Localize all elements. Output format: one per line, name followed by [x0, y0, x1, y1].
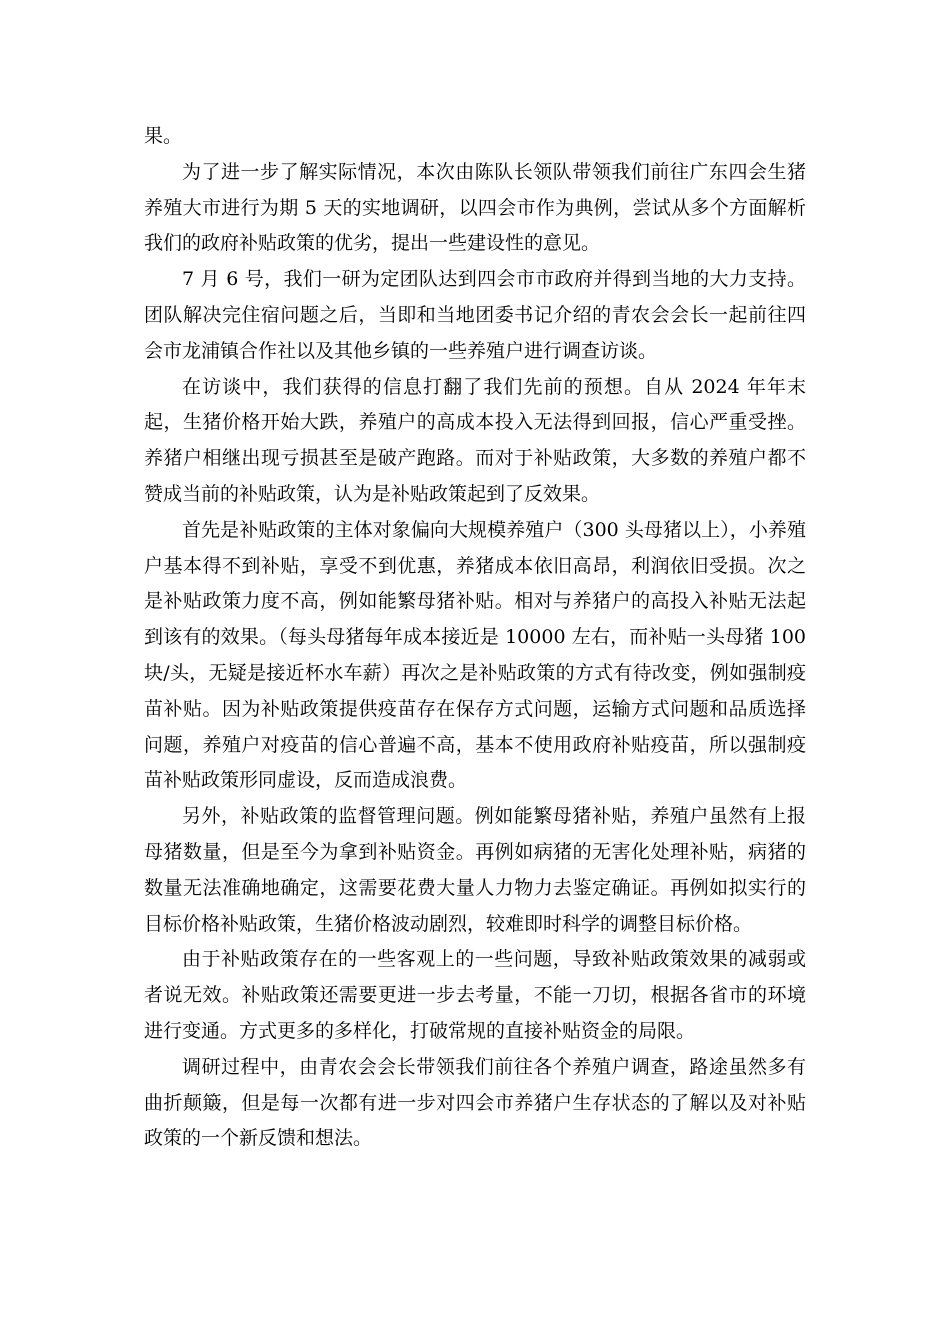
paragraph-conclusion: 由于补贴政策存在的一些客观上的一些问题，导致补贴政策效果的减弱或者说无效。补贴政策还需要更进一步去考量，不能一刀切，根据各省市的环境进行变通。方式更多的多样化，打破常规的直接补贴资金的局限。 — [144, 948, 806, 1042]
paragraph-supervision-issues: 另外，补贴政策的监督管理问题。例如能繁母猪补贴，养殖户虽然有上报母猪数量，但是至今为拿到补贴资金。再例如病猪的无害化处理补贴，病猪的数量无法准确地确定，这需要花费大量人力物力去鉴定确证。再例如拟实行的目标价格补贴政策，生猪价格波动剧烈，较难即时科学的调整目标价格。 — [144, 805, 806, 935]
document-body — [144, 119, 806, 1157]
paragraph-research-process: 调研过程中，由青农会会长带领我们前往各个养殖户调查，路途虽然多有曲折颠簸，但是每一次都有进一步对四会市养猪户生存状态的了解以及对补贴政策的一个新反馈和想法。 — [144, 1055, 806, 1150]
paragraph-interview-findings: 在访谈中，我们获得的信息打翻了我们先前的预想。自从 2024 年年末起，生猪价格开始大跌，养殖户的高成本投入无法得到回报，信心严重受挫。养猪户相继出现亏损甚至是破产跑路。而对于补贴政策，大多数的养殖户都不赞成当前的补贴政策，认为是补贴政策起到了反效果。 — [144, 375, 806, 505]
paragraph-arrival: 7 月 6 号，我们一研为定团队达到四会市市政府并得到当地的大力支持。团队解决完住宿问题之后，当即和当地团委书记介绍的青农会会长一起前往四会市龙浦镇合作社以及其他乡镇的一些养殖户进行调查访谈。 — [144, 268, 806, 362]
paragraph-policy-problems: 首先是补贴政策的主体对象偏向大规模养殖户（300 头母猪以上），小养殖户基本得不到补贴，享受不到优惠，养猪成本依旧高昂，利润依旧受损。次之是补贴政策力度不高，例如能繁母猪补贴。相对与养猪户的高投入补贴无法起到该有的效果。（每头母猪每年成本接近是 10000 左右，而补贴一头母猪 100 块/头，无疑是接近杯水车薪）再次之是补贴政策的方式有待改变，例如强制疫苗补贴。因为补贴政策提供疫苗存在保存方式问题，运输方式问题和品质选择问题，养殖户对疫苗的信心普遍不高，基本不使用政府补贴疫苗，所以强制疫苗补贴政策形同虚设，反而造成浪费。 — [144, 518, 806, 792]
paragraph-continuation: 果。 — [144, 125, 183, 147]
paragraph-research-purpose: 为了进一步了解实际情况，本次由陈队长领队带领我们前往广东四会生猪养殖大市进行为期 5 天的实地调研，以四会市作为典例，尝试从多个方面解析我们的政府补贴政策的优劣，提出一些建设性的意见。 — [144, 160, 806, 255]
